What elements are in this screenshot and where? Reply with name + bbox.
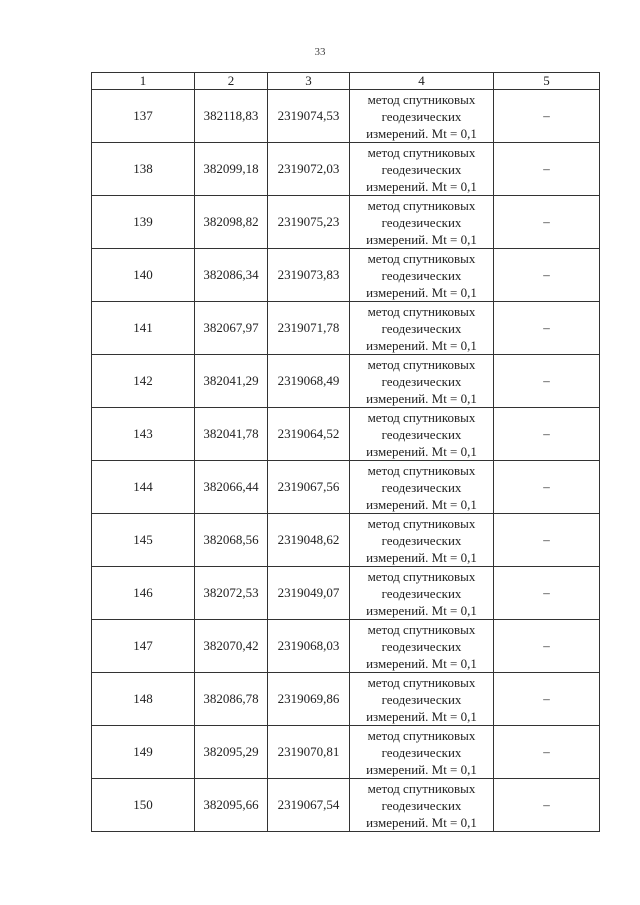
table-row: [92, 673, 600, 726]
method-text-line: измерений. Mt = 0,1: [366, 337, 477, 353]
x-coordinate-cell: 382070,42: [195, 620, 268, 673]
method-cell: [350, 90, 494, 143]
x-coordinate-cell: 382098,82: [195, 196, 268, 249]
x-coordinate-cell: 382068,56: [195, 514, 268, 567]
x-coordinate-cell: 382041,29: [195, 355, 268, 408]
x-coordinate-cell: 382099,18: [195, 143, 268, 196]
point-number-cell: 141: [92, 302, 195, 355]
table-row: [92, 779, 600, 832]
table-row: [92, 408, 600, 461]
table-row: [92, 249, 600, 302]
table-row: [92, 90, 600, 143]
y-coordinate-cell: 2319069,86: [268, 673, 350, 726]
method-cell: [350, 355, 494, 408]
method-text-line: геодезических: [381, 532, 462, 548]
y-coordinate-cell: 2319064,52: [268, 408, 350, 461]
method-text-line: геодезических: [381, 161, 462, 177]
method-text-line: измерений. Mt = 0,1: [366, 708, 477, 724]
column-header-4: 4: [350, 73, 494, 90]
table-body: [92, 90, 600, 832]
method-text-line: геодезических: [381, 108, 462, 124]
y-coordinate-cell: 2319068,03: [268, 620, 350, 673]
column-5-cell: –: [494, 620, 600, 673]
column-5-cell: –: [494, 567, 600, 620]
column-5-cell: –: [494, 779, 600, 832]
method-text-line: измерений. Mt = 0,1: [366, 814, 477, 830]
point-number-cell: 138: [92, 143, 195, 196]
table-row: [92, 620, 600, 673]
method-text-line: измерений. Mt = 0,1: [366, 655, 477, 671]
column-5-cell: –: [494, 249, 600, 302]
method-text-line: метод спутниковых: [367, 356, 476, 372]
point-number-cell: 137: [92, 90, 195, 143]
column-header-3: 3: [268, 73, 350, 90]
point-number-cell: 148: [92, 673, 195, 726]
table-row: [92, 726, 600, 779]
table-header-row: [92, 73, 600, 90]
column-5-cell: –: [494, 143, 600, 196]
column-5-cell: –: [494, 302, 600, 355]
y-coordinate-cell: 2319067,56: [268, 461, 350, 514]
y-coordinate-cell: 2319049,07: [268, 567, 350, 620]
method-cell: [350, 302, 494, 355]
method-cell: [350, 673, 494, 726]
method-text-line: измерений. Mt = 0,1: [366, 549, 477, 565]
method-text-line: метод спутниковых: [367, 568, 476, 584]
method-text-line: геодезических: [381, 479, 462, 495]
x-coordinate-cell: 382067,97: [195, 302, 268, 355]
y-coordinate-cell: 2319073,83: [268, 249, 350, 302]
method-text-line: метод спутниковых: [367, 462, 476, 478]
x-coordinate-cell: 382072,53: [195, 567, 268, 620]
table-row: [92, 461, 600, 514]
method-text-line: метод спутниковых: [367, 780, 476, 796]
point-number-cell: 150: [92, 779, 195, 832]
point-number-cell: 147: [92, 620, 195, 673]
table-row: [92, 355, 600, 408]
column-header-5: 5: [494, 73, 600, 90]
method-text-line: метод спутниковых: [367, 409, 476, 425]
point-number-cell: 140: [92, 249, 195, 302]
column-5-cell: –: [494, 514, 600, 567]
column-5-cell: –: [494, 673, 600, 726]
method-cell: [350, 143, 494, 196]
method-text-line: измерений. Mt = 0,1: [366, 496, 477, 512]
method-text-line: измерений. Mt = 0,1: [366, 390, 477, 406]
method-text-line: метод спутниковых: [367, 144, 476, 160]
y-coordinate-cell: 2319070,81: [268, 726, 350, 779]
x-coordinate-cell: 382086,78: [195, 673, 268, 726]
method-cell: [350, 726, 494, 779]
column-5-cell: –: [494, 355, 600, 408]
column-5-cell: –: [494, 726, 600, 779]
x-coordinate-cell: 382118,83: [195, 90, 268, 143]
method-cell: [350, 779, 494, 832]
method-cell: [350, 567, 494, 620]
point-number-cell: 139: [92, 196, 195, 249]
y-coordinate-cell: 2319075,23: [268, 196, 350, 249]
column-5-cell: –: [494, 461, 600, 514]
point-number-cell: 145: [92, 514, 195, 567]
point-number-cell: 146: [92, 567, 195, 620]
method-text-line: измерений. Mt = 0,1: [366, 761, 477, 777]
y-coordinate-cell: 2319072,03: [268, 143, 350, 196]
method-cell: [350, 249, 494, 302]
table-row: [92, 143, 600, 196]
column-5-cell: –: [494, 90, 600, 143]
method-text-line: метод спутниковых: [367, 674, 476, 690]
method-text-line: метод спутниковых: [367, 250, 476, 266]
coordinates-table: [91, 72, 600, 832]
point-number-cell: 149: [92, 726, 195, 779]
x-coordinate-cell: 382041,78: [195, 408, 268, 461]
table-row: [92, 302, 600, 355]
method-text-line: метод спутниковых: [367, 303, 476, 319]
method-text-line: измерений. Mt = 0,1: [366, 602, 477, 618]
method-cell: [350, 514, 494, 567]
y-coordinate-cell: 2319068,49: [268, 355, 350, 408]
table-row: [92, 567, 600, 620]
column-header-1: 1: [92, 73, 195, 90]
method-cell: [350, 408, 494, 461]
method-text-line: измерений. Mt = 0,1: [366, 178, 477, 194]
method-cell: [350, 196, 494, 249]
method-text-line: метод спутниковых: [367, 91, 476, 107]
method-text-line: измерений. Mt = 0,1: [366, 125, 477, 141]
method-text-line: геодезических: [381, 744, 462, 760]
page-number: 33: [314, 46, 326, 58]
method-text-line: измерений. Mt = 0,1: [366, 284, 477, 300]
table-row: [92, 196, 600, 249]
column-header-2: 2: [195, 73, 268, 90]
y-coordinate-cell: 2319067,54: [268, 779, 350, 832]
method-text-line: геодезических: [381, 691, 462, 707]
method-text-line: метод спутниковых: [367, 727, 476, 743]
y-coordinate-cell: 2319071,78: [268, 302, 350, 355]
column-5-cell: –: [494, 196, 600, 249]
method-cell: [350, 620, 494, 673]
point-number-cell: 142: [92, 355, 195, 408]
table-row: [92, 514, 600, 567]
column-5-cell: –: [494, 408, 600, 461]
method-text-line: геодезических: [381, 267, 462, 283]
point-number-cell: 143: [92, 408, 195, 461]
method-text-line: геодезических: [381, 320, 462, 336]
y-coordinate-cell: 2319048,62: [268, 514, 350, 567]
method-cell: [350, 461, 494, 514]
method-text-line: метод спутниковых: [367, 197, 476, 213]
x-coordinate-cell: 382086,34: [195, 249, 268, 302]
method-text-line: метод спутниковых: [367, 515, 476, 531]
y-coordinate-cell: 2319074,53: [268, 90, 350, 143]
method-text-line: геодезических: [381, 373, 462, 389]
x-coordinate-cell: 382095,66: [195, 779, 268, 832]
point-number-cell: 144: [92, 461, 195, 514]
method-text-line: геодезических: [381, 585, 462, 601]
method-text-line: геодезических: [381, 214, 462, 230]
method-text-line: геодезических: [381, 638, 462, 654]
method-text-line: геодезических: [381, 426, 462, 442]
method-text-line: измерений. Mt = 0,1: [366, 231, 477, 247]
method-text-line: измерений. Mt = 0,1: [366, 443, 477, 459]
x-coordinate-cell: 382066,44: [195, 461, 268, 514]
method-text-line: метод спутниковых: [367, 621, 476, 637]
x-coordinate-cell: 382095,29: [195, 726, 268, 779]
method-text-line: геодезических: [381, 797, 462, 813]
